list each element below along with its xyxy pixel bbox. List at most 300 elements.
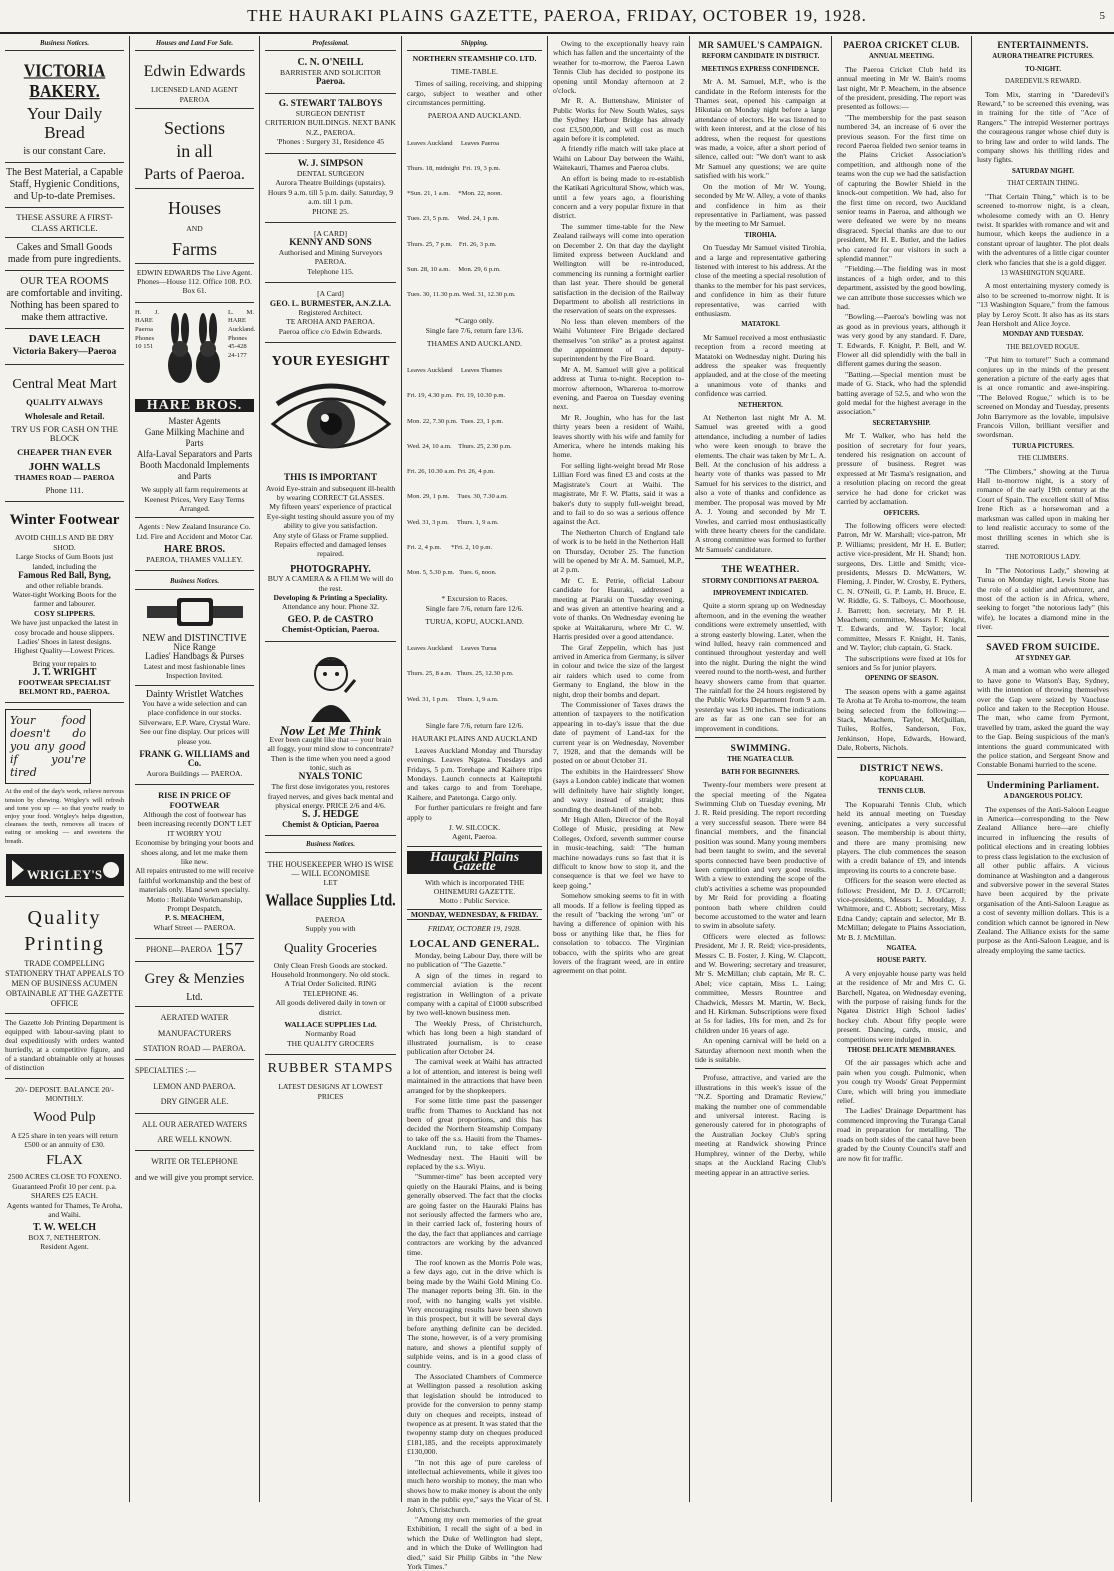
timetable-fare: Single fare 7/6, return fare 13/6.: [425, 325, 524, 335]
timetable-row: Sun. 28, 10 a.m. Mon. 29, 6 p.m.: [407, 265, 501, 273]
ad-line: Aurora Buildings — PAEROA.: [146, 768, 243, 778]
timetable-row: Leaves Auckland Leaves Turua: [407, 645, 497, 653]
ad-proprietor: FRANK G. WILLIAMS and Co.: [139, 748, 250, 769]
article-subtitle: SECRETARYSHIP.: [872, 419, 931, 427]
article-paragraph: A most entertaining mystery comedy is also to be screened to-morrow night. It is "13 Washington Square," from the famous play by Leroy Scott. It also has as its stars Jean Hersholt and Alice Joyce.: [977, 281, 1109, 328]
burmester-card: [265, 285, 396, 343]
ad-line: WRITE OR TELEPHONE: [151, 1157, 238, 1167]
ad-title: Wood Pulp: [33, 1109, 96, 1125]
article-subtitle: MEETINGS EXPRESS CONFIDENCE.: [701, 65, 820, 73]
timetable-row: Leaves Auckland Leaves Paeroa: [407, 139, 500, 147]
ad-body: The Gazette Job Printing Department is equipped with labour-saving plant to deal expeditiously with orders wanted hurriedly, at a competitive figure, and of a standard obtainable only at houses of distinction: [5, 1017, 124, 1072]
article-subtitle: KOPUARAHI.: [879, 776, 924, 784]
gazette-incorporated: With which is incorporated THE OHINEMURI GAZETTE.: [424, 877, 525, 896]
article-paragraph: For selling light-weight bread Mr Rose Lillian Ford was fined £3 and costs at the Magistrate's Court at Waihi. The magistrate, Mr F. W. Platts, said it was a baker's duty to supply full-weight bread, and to fail to do so was a serious offence against the Act.: [553, 460, 684, 527]
article-subtitle: BATH FOR BEGINNERS.: [721, 768, 800, 776]
ad-line: All goods delivered daily in town or district.: [275, 998, 386, 1017]
article-paragraph: The following officers were elected: Patron, Mr W. Marshall; vice-patron, Mr P. Williams; president, Mr H. E. Butler; active vice-president, Mr H. Shand; hon. surgeons, Drs. Little and Smith; vice-presidents, Messrs D. McWatters, W. Fleming, J. Pinder, W. Crosby, E. Pythers, C. N. O'Neill, G. P. Lamb, H. Bruce, E. W. Riddle, G. S. Talboys, C. Moorhouse, J. Barrett; hon. secretary, Mr P. H. Meachem; committee, Messrs F. Knight, T. Edwards, and W. Taylor; local committee, Messrs F. Knight, H. Tanis, and W. Taylor; club captain, G. Stack.: [837, 520, 966, 653]
article-paragraph: The Graf Zeppelin, which has just arrived in America from Germany, is silver in colour and twice the size of the largest air raiders which used to come from Germany to England, the blow in the night, drop their bombs and depart.: [553, 642, 684, 699]
timetable-row: Thurs. 25, 7 p.m. Fri. 26, 3 p.m.: [407, 240, 497, 248]
article-paragraph: "Among my own memories of the great Exhibition, I recall the sight of a bed in which the Duke of Wellington had slept, and in which the Duke of Wellington had died," said Sir Philip Gibbs in "the New York Times.": [407, 1514, 542, 1571]
article-subtitle: AT SYDNEY GAP.: [1015, 654, 1071, 662]
ad-line: Wholesale and Retail.: [24, 410, 105, 421]
ad-line: STATION ROAD — PAEROA.: [143, 1043, 246, 1053]
card-line: Hours 9 a.m. till 5 p.m. daily. Saturday, 9 a.m. till 1 p.m.: [267, 187, 394, 207]
ad-line: LATEST DESIGNS AT LOWEST: [278, 1082, 383, 1092]
ad-line: Resident Agent.: [40, 1242, 89, 1252]
ad-line: THESE ASSURE A FIRST-CLASS ARTICLE.: [16, 212, 113, 233]
ad-line: Gane Milking Machine and Parts: [144, 427, 245, 449]
article-paragraph: Officers were elected as follows: President, Mr J. R. Reid; vice-presidents, Messrs C. B. Foster, J. King, W. Clapcott, and W. Bowering; secretary and treasurer, Mr S. McMillan; club captain, Mr R. C. Abel; vice captain, Miss L. Laing; committee, Messrs Rountree and Chadwick, Messrs M. Martin, W. Beck, and H. Kirkman. Subscriptions were fixed at 5s for ladies, 10s for men, and 2s for children under 16 years of age.: [695, 931, 826, 1035]
ad-line: Farms: [172, 238, 217, 259]
wood-pulp-ad: [5, 1081, 124, 1252]
article-paragraph: A sign of the times in regard to commercial aviation is the recent registration in Wellington of a private company with a capital of £1000 subscribed by two well-known business men.: [407, 970, 542, 1018]
section-header: Business Notices.: [135, 577, 254, 589]
ad-line: You have a wide selection and can place confidence in our stocks.: [142, 698, 247, 718]
article-subtitle: TENNIS CLUB.: [877, 788, 926, 796]
ad-line: Only Clean Fresh Goods are stocked.: [273, 960, 388, 970]
gazette-nameplate: [407, 851, 542, 920]
timetable-row: Fri. 2, 4 p.m. *Fri. 2, 10 p.m.: [407, 543, 492, 551]
ad-title: VICTORIA BAKERY.: [23, 61, 106, 102]
ad-line: NEW and DISTINCTIVE: [142, 632, 247, 644]
ad-proprietor: HARE BROS.: [163, 544, 226, 556]
ad-subtitle: Quality Groceries: [284, 939, 377, 955]
article-subtitle: TURUA PICTURES.: [1012, 442, 1074, 450]
ad-line: The Best Material, a Capable Staff, Hygienic Conditions, and Up-to-date Premises.: [6, 167, 123, 203]
ad-headline: Your food doesn't do you any good if you're tired: [10, 714, 86, 780]
timetable-row: Fri. 19, 4.30 p.m. Fri. 19, 10.30 p.m.: [407, 392, 506, 400]
ad-line: Silverware, E.P. Ware, Crystal Ware.: [138, 717, 251, 727]
ad-title: Quality: [27, 906, 102, 929]
article-paragraph: No less than eleven members of the Waihi Volunteer Fire Brigade declared themselves "on strike" as a protest against the appointment of a deputy-superintendent by the Fire Board.: [553, 316, 684, 364]
timetable-row: Mon. 22, 7.30 p.m. Tues. 23, 1 p.m.: [407, 417, 504, 425]
masthead: [0, 0, 1114, 34]
article-paragraph: Mr T. Walker, who has held the position of secretary for four years, tendered his resignation on account of pressure of business. Regret was expressed at Mr Tasma's resignation, and a resolution placing on record the great service he had done for cricket was carried by acclamation.: [837, 431, 966, 507]
ad-line: Phone 111.: [45, 485, 84, 496]
ad-title: RISE IN PRICE OF FOOTWEAR: [158, 791, 231, 810]
ad-subtitle: PHOTOGRAPHY.: [290, 563, 371, 575]
article-paragraph: The Ladies' Drainage Department has commenced improving the Turanga Canal road in preparation for metalling. The roads on both sides of the canal have been graded by the County Council's staff and are now fit for traffic.: [837, 1106, 966, 1163]
ad-line: ALL OUR AERATED WATERS: [141, 1119, 248, 1129]
article-paragraph: The expenses of the Anti-Saloon League in America—corresponding to the New Zealand Alliance here—are chiefly incurred in influencing the results of political elections and in creating lobbies to press class legislation to the exclusion of all other public affairs. A vicious dominance at Washington and a dangerous and subversive power in the several States have been acquired by the private organisation of the Anti-Saloon League as a cost of seventy million dollars. This is a condition which cannot be ignored in New Zealand. The Alliance exists for the same purpose as the Anti-Saloon League, and is already employing the same tactics.: [977, 804, 1109, 955]
ad-line: LET: [323, 878, 338, 888]
ad-line: QUALITY ALWAYS: [26, 397, 103, 408]
ad-line: Ever been caught like that — your brain all foggy, your mind slow to concentrate? Then is the time when you need a good tonic, such as: [267, 735, 394, 773]
article-paragraph: The season opens with a game against Te Aroha at Te Aroha to-morrow, the team being selected from the following:—Stack, Meachem, Taylor, McQuillan, Tuiles, Rolfes, Sanderson, Fox, Jenkinson, Hope, Edwards, Howard, Dale, Roberts, Nichols.: [837, 686, 966, 753]
ad-line: THE HOUSEKEEPER WHO IS WISE— WILL ECONOMISE: [267, 859, 394, 878]
ad-line: My fifteen years' experience of practical Eye-sight testing should assure you of my ability to give you satisfaction.: [266, 502, 395, 531]
article-paragraph: The carnival week at Waihi has attracted a lot of attention, and interest is being well maintained in the attractions that have been arranged for by the shopkeepers.: [407, 1057, 542, 1095]
ad-line: Houses: [168, 198, 221, 219]
article-subtitle: MATATOKI.: [741, 321, 780, 329]
ad-title: RUBBER STAMPS: [267, 1061, 394, 1077]
ad-line: We have just unpacked the latest in cosy brocade and house slippers. Ladies' Shoes in latest designs. Highest Quality—Lowest Prices.: [11, 618, 118, 656]
ad-proprietor: P. S. MEACHEM,: [165, 913, 224, 923]
gazette-days: MONDAY, WEDNESDAY, & FRIDAY.: [407, 909, 542, 920]
ad-proprietor: JOHN WALLS: [28, 461, 101, 474]
route-note: For further particulars re freight and fare apply to: [407, 803, 542, 822]
article-subtitle: NETHERTON.: [738, 401, 783, 409]
article-paragraph: On Tuesday Mr Samuel visited Tirohia, and a large and representative gathering listened with interest to his address. At the close of the meeting a special resolution of thanks to the member for his past services, and confidence in him as their future representative, was carried with enthusiasm.: [695, 243, 826, 318]
ad-line: The first dose invigorates you, restores frayed nerves, and gives back mental and physical energy. PRICE 2/6 and 4/6.: [267, 782, 394, 810]
ad-line: PRICES: [317, 1091, 344, 1101]
ad-proprietor: WALLACE SUPPLIES Ltd.: [284, 1020, 377, 1029]
card-name: KENNY AND SONS: [289, 237, 372, 248]
ad-line: Household Ironmongery. No old stock.: [271, 969, 390, 979]
ad-title: Winter Footwear: [9, 512, 120, 529]
ad-line: Attendance any hour. Phone 32.: [281, 602, 379, 612]
column-header: Business Notices.: [5, 39, 124, 51]
article-paragraph: The summer time-table for the New Zealand railways will come into operation on December 2. On that day the daylight limited express between Auckland and Wellington will be re-introduced, commencing its running a fortnight earlier than last year. There should be general satisfaction in the decision of the Railway Department to abolish all restrictions in the reservation of seats on the expresses.: [553, 221, 684, 316]
article-subtitle: 13 WASHINGTON SQUARE.: [1000, 269, 1086, 277]
article-paragraph: An opening carnival will be held on a Saturday afternoon next month when the tide is suitable.: [695, 1036, 826, 1065]
timetable-row: Tues. 23, 5 p.m. Wed. 24, 1 p.m.: [407, 215, 500, 223]
rubber-stamps-ad: [265, 1059, 396, 1101]
article-paragraph: "Summer-time" has been accepted very quietly on the Hauraki Plains, and is being generally observed. The fact that the clocks are going faster on the Hauraki Plains has not seriously affected the farmers who are, in their carried lack of, fostering hours of the day, the fact that appliances and carriage contractors are working by the advanced time.: [407, 1172, 542, 1257]
timetable-fare: Single fare 7/6, return fare 12/6.: [425, 603, 524, 613]
ad-line: Booth Macdonald Implements and Parts: [139, 460, 250, 482]
article-paragraph: The Weekly Press, of Christchurch, which has long been a high standard of illustrated journalism, is to cease publication after October 24.: [407, 1018, 542, 1057]
article-subtitle: OPENING OF SEASON.: [864, 675, 939, 683]
timetable-turua: [407, 628, 542, 720]
article-paragraph: Mr A. M. Samuel, M.P., who is the candidate in the Reform interests for the Thames seat, opened his campaign at Hikutaia on Monday night before a large attendance of electors. He was listened to with keen interest, and at the close of his address, when the request for questions was made, a voice, after a short period of silence, called out: "We don't want to ask Mr Samuel any questions; we are quite satisfied with his work.": [695, 77, 826, 181]
card-line: CRITERION BUILDINGS. NEXT BANK N.Z., PAEROA.: [265, 118, 396, 137]
article-subtitle: REFORM CANDIDATE IN DISTRICT.: [701, 53, 820, 61]
ad-line: All repairs entrusted to me will receive faithful workmanship and the best of materials only. Hand sewn specialty.: [135, 866, 254, 895]
quality-printing-ad: [5, 899, 124, 1079]
article-paragraph: At Netherton last night Mr A. M. Samuel was greeted with a good attendance, including a number of ladies who were keen enough to brave the elements. The chair was taken by Mr L. A. Bell. At the conclusion of his address a hearty vote of thanks was passed to Mr Samuel for his services to the district, and also a vote of thanks and confidence as member. The proposal was moved by Mr A. J. Young and seconded by Mr T. Vowles, and carried most enthusiastically with three hearty cheers for the candidate. A strong committee was formed to further Mr Samuels' candidature.: [695, 413, 826, 554]
article-title: SWIMMING.: [730, 743, 791, 755]
card-line: Paeroa.: [315, 76, 346, 87]
article-title: ENTERTAINMENTS.: [997, 40, 1089, 50]
article-paragraph: The subscriptions were fixed at 10s for seniors and 5s for junior players.: [837, 653, 966, 672]
article-paragraph: "The membership for the past season numbered 34, an increase of 6 over the previous season. For the first time on record Paeroa fielded two senior teams in the Plains Cricket Association's competition, and although none of the teams won the cup we had the satisfaction of capturing the Bowler Shield in the knock-out competition. We had, also for the first time on record, two Auckland senior teams in Paeroa, and although we were defeated we were by no means disgraced. Special thanks are due to our president, Mr H. E. Butler, and the ladies who catered for our visitors in such a splendid manner.": [837, 112, 966, 263]
ad-line: SPECIALTIES :—: [135, 1066, 196, 1076]
article-paragraph: On the motion of Mr W. Young, seconded by Mr W. Alley, a vote of thanks and confidence in him as their representative in Parliament, was passed by the meeting to Mr Samuel.: [695, 181, 826, 229]
article-paragraph: Profuse, attractive, and varied are the illustrations in this week's issue of the "N.Z. Sporting and Dramatic Review," making the number one of commendable and universal interest. Racing is generously catered for in photographs of the Australian Jockey Club's spring meeting at Randwick showing Prince Humphrey, winner of the Derby, while snaps at the Auckland Racing Club's meeting appear in an attractive series.: [695, 1073, 826, 1177]
ad-line: AND: [186, 224, 203, 234]
ad-line: LEMON AND PAEROA.: [153, 1081, 236, 1091]
wrigleys-ad: [5, 705, 124, 896]
ad-line: PAEROA: [179, 94, 210, 104]
ad-line: Dainty Wristlet Watches: [145, 688, 244, 700]
hare-left-contact: H. J. HARE Paeroa Phones 10 151: [135, 308, 159, 351]
article-paragraph: "The Climbers," showing at the Turua Hall to-morrow night, is a story of romance of the early 19th century at the Court of Spain. The excellent skill of Miss Irene Rich as a horsewoman and a marksman was called upon in making her to lend realistic accuracy to some of the most thrilling scenes in which she is starred.: [977, 466, 1109, 551]
article-subtitle: IMPROVEMENT INDICATED.: [713, 589, 808, 597]
ad-line: SHARES £25 EACH.: [31, 1191, 98, 1201]
article-paragraph: The Associated Chambers of Commerce at Wellington passed a resolution asking that legislation should be introduced to provide for the conversion to penny stamp duty on cheques and receipts, instead of twopence as at present. It was stated that the twopenny stamp duty on cheques produced £181,185, and the receipts approximately £130,000.: [407, 1371, 542, 1457]
column-2-houses-and-land: [130, 36, 260, 1502]
ad-line: CHEAPER THAN EVER: [17, 446, 112, 457]
page-number: 5: [1099, 10, 1106, 22]
article-paragraph: A man and a woman who were alleged to have gone to Watson's Bay, Sydney, with the intention of throwing themselves over the Gap were seized by Vaucluse police and taken to the Reception House. The man, who came from Pyrmont, travelled by tram, asked the guard the way to the Gap. Being suspicious of the man's intentions the guard communicated with the police station, and Sergeant Snow and Constable Bonami hurried to the scene.: [977, 666, 1109, 770]
ad-line: Sections: [164, 118, 225, 139]
card-line: TE AROHA AND PAEROA.: [286, 317, 375, 327]
article-title: Undermining Parliament.: [986, 779, 1100, 791]
meachem-footwear-ad: [135, 787, 254, 939]
article-subtitle: OFFICERS.: [883, 509, 920, 517]
ad-line: Chemist & Optician, Paeroa: [282, 819, 379, 829]
article-paragraph: "Batting.—Special mention must be made of G. Stack, who had the splendid batting average of 52.5, and who won the gold medal for the highest average in the association.": [837, 369, 966, 417]
ad-line: DRY GINGER ALE.: [160, 1097, 229, 1107]
hare-rabbits-art: [162, 309, 226, 395]
ad-line: Ltd.: [186, 991, 203, 1003]
ad-subtitle: NYALS TONIC: [298, 771, 363, 782]
article-subtitle: HOUSE PARTY.: [876, 957, 927, 965]
article-subtitle: THE NGATEA CLUB.: [727, 756, 794, 764]
ad-line: ARE WELL KNOWN.: [157, 1134, 232, 1144]
article-subtitle: SATURDAY NIGHT.: [1012, 167, 1074, 175]
article-paragraph: A very enjoyable house party was held at the residence of Mr and Mrs C. G. Barchell, Ngatea, on Wednesday evening, with the purpose of raising funds for the Ngatea District High School ladies' hockey club. About fifty people were present. Dancing, cards, music, and competitions were indulged in.: [837, 968, 966, 1044]
gazette-title: Hauraki Plains Gazette: [407, 851, 542, 874]
card-line: Aurora Theatre Buildings (upstairs).: [275, 178, 386, 188]
ad-line: See our fine display. Our prices will please you.: [139, 727, 250, 746]
ad-title: Central Meat Mart: [12, 377, 117, 393]
ad-line: Economise by bringing your boots and shoes along, and let me make them like new.: [135, 838, 254, 867]
article-paragraph: The roof known as the Morris Pole was, a few days ago, cut in the drive which is being made by the Waihi Gold Mining Co. The manager reports being 3ft. 6in. in the roof, with no hanging walls yet visible. Very encouraging results have been shown in this prospect, but it will be several days before anything definite can be decided. The stone, however, is of a very promising nature, and shows a plentiful supply of sulphide veins, and is in a good class of country.: [407, 1258, 542, 1371]
ad-proprietor: GEO. P. de CASTRO: [287, 614, 374, 625]
ad-line: are comfortable and inviting. Nothing has been spared to make them attractive.: [6, 288, 123, 324]
ad-line: Normanby Road: [305, 1029, 356, 1039]
ad-proprietor: J. T. WRIGHT: [32, 667, 97, 679]
timetable-paeroa-auckland: [407, 123, 542, 316]
article-subtitle: THAT CERTAIN THING.: [1007, 180, 1079, 188]
ad-line: PAEROA: [315, 914, 346, 924]
article-subtitle: DAREDEVIL'S REWARD.: [1005, 78, 1081, 86]
ad-line: TRADE COMPELLING STATIONERY THAT APPEALS TO MEN OF BUSINESS ACUMEN OBTAINABLE AT THE GAZETTE OFFICE: [5, 958, 124, 1008]
ad-proprietor: DAVE LEACH: [28, 333, 101, 346]
column-8-entertainments: [972, 36, 1114, 1502]
ad-line: Developing & Printing a Speciality.: [273, 593, 388, 603]
article-paragraph: The Commissioner of Taxes draws the attention of taxpayers to the notification appearing in to-day's issue that the due date of payment of Land-tax for the current year is on Wednesday, November 7, 1928, and that the demands will be posted on or about October 31.: [553, 700, 684, 766]
shipping-agent: J. W. SILCOCK.: [448, 822, 501, 832]
article-title: PAEROA CRICKET CLUB.: [843, 40, 960, 50]
ad-line: BUY A CAMERA & A FILM We will do the rest.: [267, 574, 394, 593]
timetable-row: Tues. 30, 11.30 p.m. Wed. 31, 12.30 p.m.: [407, 290, 516, 298]
hare-right-contact: L. M. HARE Auckland. Phones 45-428 24-177: [228, 308, 256, 359]
article-subtitle: MONDAY AND TUESDAY.: [1002, 331, 1084, 339]
article-paragraph: "That Certain Thing," which is to be screened to-morrow night, is a clean, wholesome comedy with an O. Henry twist. It sparkles with romance and wit and humour, which keeps the audience in a constant uproar of laughter. The plot deals with the adventures of a little cigar counter clerk who fancies that she is a gold digger.: [977, 191, 1109, 267]
article-paragraph: Officers for the season were elected as follows: President, Mr D. J. O'Carroll; vice-presidents, Messrs L. Moulday, J. Whitmore, and C. Abbott; secretary, Miss Edna Candy; captain and selector, Mr B. McMillan; delegate to Plains Association, Mr B. J. McMillan.: [837, 876, 966, 942]
article-subtitle: STORMY CONDITIONS AT PAEROA.: [702, 577, 819, 585]
ad-line: Any style of Glass or Frame supplied.: [272, 530, 389, 540]
card-label: [A CARD]: [313, 229, 348, 239]
edwin-edwards-ad: [135, 54, 254, 302]
ad-line: Wharf Street — PAEROA.: [153, 922, 236, 932]
card-line: Paeroa office c/o Edwin Edwards.: [278, 326, 383, 336]
ad-line: LICENSED LAND AGENT: [151, 85, 238, 95]
ad-body: At the end of the day's work, relieve nervous tension by chewing. Wrigley's will refresh and tone you up — so that you're ready to enjoy your food. Wrigley's helps digestion, cleanses the teeth, removes all traces of eating or smoking — and sweetens the breath.: [5, 788, 124, 845]
article-paragraph: In "The Notorious Lady," showing at Turua on Monday night, Lewis Stone has the role of a soldier and adventurer, and most of the action is in Africa, where, seeking to forget "the notorious lady" (his wife), he locates a diamond mine in the river.: [977, 565, 1109, 632]
ad-proprietor: T. W. WELCH: [33, 1222, 96, 1234]
ad-title: Printing: [24, 932, 105, 955]
ad-title: FLAX: [46, 1153, 83, 1169]
ad-title: YOUR EYESIGHT: [271, 354, 390, 370]
central-meat-mart-ad: [5, 367, 124, 502]
article-title: DISTRICT NEWS.: [859, 762, 944, 774]
timetable-title: TIME-TABLE.: [451, 66, 498, 76]
ad-line: and we will give you prompt service.: [135, 1172, 254, 1182]
article-subtitle: A DANGEROUS POLICY.: [1003, 793, 1083, 801]
timetable-row: Wed. 31, 3 p.m. Thurs. 1, 9 a.m.: [407, 518, 499, 526]
page-columns: [0, 36, 1114, 1571]
shipping-company: NORTHERN STEAMSHIP CO. LTD.: [412, 54, 537, 64]
ad-line: Famous Red Ball, Byng,: [18, 570, 111, 581]
williams-jewellers-ad: [135, 573, 254, 785]
ad-line: COSY SLIPPERS.: [34, 608, 95, 618]
ad-line: THE QUALITY GROCERS: [286, 1038, 375, 1048]
article-subtitle: THOSE DELICATE MEMBRANES.: [847, 1047, 956, 1055]
card-line: 'Phones : Surgery 31, Residence 45: [276, 137, 385, 147]
ad-line: AVOID CHILLS AND BE DRY SHOD.: [14, 533, 114, 552]
timetable-row: Thurs. 18, midnight Fri. 19, 3 p.m.: [407, 164, 501, 172]
card-line: PHONE 25.: [312, 206, 349, 216]
timetable-row: Fri. 26, 10.30 a.m. Fri. 26, 4 p.m.: [407, 468, 495, 476]
article-paragraph: Twenty-four members were present at the special meeting of the Ngatea Swimming Club on Tuesday evening, Mr J. R. Reid presiding. The report recording a very successful season. There were 84 financial members, and the financial position was sound. Many young members had been taught to swim, and the several sports connected have been productive of keen competition and very good results. With a view to extending the scope of the club's activities a scheme was propounded by Mr Reid for providing a floating pontoon bath where children could become accustomed to the water and learn to swim in absolute safety.: [695, 780, 826, 931]
article-paragraph: Mr A. M. Samuel will give a political address at Turua to-night. Reception to-morrow afternoon, Whareroa to-morrow evening, and Paeroa on Tuesday evening next.: [553, 364, 684, 412]
ad-line: Master Agents: [168, 416, 221, 427]
card-name: C. N. O'NEILL: [297, 57, 364, 69]
article-paragraph: Mr R. A. Buttenshaw, Minister of Public Works for New South Wales, says the Sydney Harbour Bridge has already cost £3,500,000, and will cost as much again before it is completed.: [553, 96, 684, 144]
ad-line: Nice Range: [173, 641, 216, 652]
article-paragraph: The Kopuarahi Tennis Club, which held its annual meeting on Tuesday evening, anticipates a very successful season. The membership is about thirty, and there are many promising new players. The club commences the season with a credit balance of £9, and intends improving its courts to a concrete base.: [837, 799, 966, 875]
hare-bros-ad: [135, 305, 254, 571]
ad-line: Although the cost of footwear has been increasing recently DON'T LET IT WORRY YOU: [137, 810, 252, 838]
article-subtitle: THE NOTORIOUS LADY.: [1005, 554, 1081, 562]
ad-line: Latest and most fashionable lines Inspection Invited.: [143, 661, 246, 681]
article-paragraph: The Paeroa Cricket Club held its annual meeting in Mr W. Bain's rooms last night, Mr P. Meachem, in the absence of the president, presiding. The report was presented as follows:—: [837, 64, 966, 112]
ad-line: Alfa-Laval Separators and Parts: [136, 449, 253, 460]
ad-line: in all: [176, 141, 213, 162]
ad-title: Now Let Me Think: [279, 722, 382, 738]
section-header: Business Notices.: [265, 840, 396, 852]
ad-line: We supply all farm requirements at Keenest Prices, Very Easy Terms Arranged.: [141, 485, 248, 514]
ad-line: Ladies' Handbags & Purses: [145, 651, 244, 662]
article-subtitle: ANNUAL MEETING.: [869, 53, 934, 61]
kenny-card: [265, 225, 396, 283]
phone-label: PHONE—PAEROA: [146, 945, 212, 955]
column-header: Houses and Land For Sale.: [135, 39, 254, 51]
article-subtitle: NGATEA.: [886, 944, 917, 952]
article-paragraph: Somehow smoking seems to fit in with all moods. If a fellow is feeling tipped as the result of "backing the wrong 'un" or having a difference of opinion with his boss or anything like that, he flies for consolation to tobacco. The Virginian tobacco, with the spirits who are great lovers of the fragrant weed, are in entire agreement on that point.: [553, 891, 684, 976]
card-name: W. J. SIMPSON: [297, 158, 364, 169]
ad-line: PAEROA, THAMES VALLEY.: [146, 554, 243, 564]
ad-line: AERATED WATER: [160, 1013, 229, 1023]
ad-line: Large Stocks of Gum Boots just landed, including the: [15, 552, 114, 571]
article-paragraph: "Put him to torture!" Such a command conjures up in the minds of the present generation a picture of the early ages that is at once romantic and awe-inspiring. "The Beloved Rogue," which is to be screened on Monday and Tuesday, presents John Barrymore as the lovable, impulsive Francois Villon, brilliant versifier and swordsman.: [977, 355, 1109, 440]
article-title: SAVED FROM SUICIDE.: [986, 641, 1100, 653]
timetable-note: * Excursion to Races.: [441, 594, 508, 604]
timetable-row: Wed. 31, 1 p.m. Thurs. 1, 9 a.m.: [407, 695, 499, 703]
ad-line: Agents : New Zealand Insurance Co. Ltd. Fire and Accident and Motor Car.: [136, 522, 253, 541]
article-paragraph: A friendly rifle match will take place at Waihi on Labour Day between the Waihi, Waitekauri, Thames and Paeroa clubs.: [553, 144, 684, 173]
article-paragraph: "In not this age of pure careless of intellectual achievements, while it gives too much hero worship to money, the man who shows how to make money is about the only man in the public eye," says the Vicar of St. John's, Christchurch.: [407, 1457, 542, 1514]
wristwatch-art: [135, 594, 254, 630]
card-name: GEO. L. BURMESTER, A.N.Z.I.A.: [269, 298, 392, 308]
nyals-tonic-ad: [265, 644, 396, 836]
timetable-thames-auckland: [407, 350, 542, 594]
card-line: BARRISTER AND SOLICITOR: [279, 67, 382, 77]
article-title: MR SAMUEL'S CAMPAIGN.: [698, 40, 823, 50]
victoria-bakery-ad: [5, 54, 124, 365]
simpson-card: [265, 156, 396, 223]
article-paragraph: "Fielding.—The fielding was in most instances of a high order, and to this department, assisted by the good bowling, we can attribute those successes which we had.: [837, 264, 966, 311]
article-paragraph: Tom Mix, starring in "Daredevil's Reward," to be screened this evening, was in training for the title of "Ace of Rangers." The intrepid Westerner portrays the courageous ranger whose chief duty is to bring law and order to wild lands. The company shows his thrilling rides and lusty fights.: [977, 89, 1109, 165]
article-paragraph: For some little time past the passenger traffic from Thames to Auckland has not been of great proportions, and this has decided the Northern Steamship Company to take off the s.s. Hauiti from the Thames-Auckland run, to take effect from Wednesday next. The Hauiti will be replaced by the s.s. Wiyu.: [407, 1096, 542, 1171]
ad-title: Wallace Supplies Ltd.: [265, 892, 396, 911]
grey-menzies-ad: [135, 941, 254, 1182]
column-3-professional: [260, 36, 402, 1502]
talboys-card: [265, 96, 396, 154]
article-paragraph: Mr C. E. Petrie, official Labour candidate for Hauraki, addressed a meeting at Piaraki on Tuesday evening, and was given an attentive hearing and a vote of thanks. On Wednesday evening he spoke at Waitakaruru, where Mr C. W. Harris presided over a good attendance.: [553, 575, 684, 642]
article-paragraph: Quite a storm sprang up on Wednesday afternoon, and in the evening the weather conditions were extremely unsettled, with a strong easterly blowing. Later, when the wind lulled, heavy rain commenced and continued throughout yesterday and well into the night. During the night the wind veered round to the north-west, and further heavy showers came from that quarter. The rainfall for the 24 hours registered by the Public Works Department from 9 a.m. yesterday was 1.90 inches. The indications are as far as one can see for an improvement in conditions.: [695, 601, 826, 733]
masthead-title: THE HAURAKI PLAINS GAZETTE, PAEROA, FRIDAY, OCTOBER 19, 1928.: [247, 6, 867, 25]
phone-number: 157: [215, 939, 243, 960]
card-line: DENTAL SURGEON: [296, 169, 365, 179]
card-line: Telephone 115.: [307, 266, 354, 276]
column-5-local-news: [548, 36, 690, 1502]
ad-line: is our constant Care.: [23, 146, 106, 158]
oneill-card: [265, 54, 396, 93]
eye-art: [265, 374, 396, 470]
article-paragraph: Mr R. Joughin, who has for the last thirty years been a resident of Waihi, leaves shortly with his wife and family for America, where he intends making his home.: [553, 412, 684, 460]
ad-proprietor: S. J. HEDGE: [302, 809, 359, 821]
ad-subtitle: Your Daily Bread: [26, 104, 103, 143]
thinking-man-art: [265, 652, 396, 722]
ad-line: Agents wanted for Thames, Te Aroha, and Waihi.: [6, 1200, 123, 1220]
ad-line: 20/- DEPOSIT. BALANCE 20/- MONTHLY.: [15, 1084, 114, 1104]
article-title: THE WEATHER.: [721, 564, 800, 576]
ad-line: Victoria Bakery—Paeroa: [12, 346, 117, 358]
ad-line: Parts of Paeroa.: [144, 166, 245, 184]
column-header: Shipping.: [407, 39, 542, 51]
route-title: THAMES AND AUCKLAND.: [426, 339, 523, 348]
card-name: G. STEWART TALBOYS: [278, 98, 383, 109]
article-subtitle: TO-NIGHT.: [1025, 65, 1061, 73]
route-title: PAEROA AND AUCKLAND.: [427, 111, 522, 121]
shipping-agent-title: Agent, Paeroa.: [452, 832, 497, 842]
wallace-supplies-ad: [265, 856, 396, 1056]
timetable-row: Mon. 5, 5.30 p.m. Tues. 6, noon.: [407, 568, 497, 576]
timetable-row: Mon. 29, 1 p.m. Tues. 30, 7.30 a.m.: [407, 493, 508, 501]
ad-line: BOX 7, NETHERTON.: [28, 1232, 101, 1242]
ad-line: FOOTWEAR SPECIALIST BELMONT RD., PAEROA.: [18, 677, 111, 696]
route-title: TURUA, KOPU, AUCKLAND.: [425, 617, 524, 626]
winter-footwear-ad: [5, 504, 124, 703]
card-line: Authorised and Mining Surveyors PAEROA.: [278, 247, 383, 267]
ad-headline-box: [5, 709, 91, 784]
article-paragraph: The exhibits in the Hairdressers' Show (says a London cable) indicate that women will definitely have hair slightly longer, and wavy instead of straight; thus sounding the death-knell of the bob.: [553, 766, 684, 814]
ad-line: 2500 ACRES CLOSE TO FOXENO.: [7, 1172, 122, 1182]
article-subtitle: AURORA THEATRE PICTURES.: [992, 53, 1094, 61]
dateline: FRIDAY, OCTOBER 19, 1928.: [427, 924, 522, 934]
column-header: Professional.: [265, 39, 396, 51]
article-paragraph: Owing to the exceptionally heavy rain which has fallen and the uncertainty of the weather for to-morrow, the Paeroa Lawn Tennis Club has decided to postpone its opening until Monday afternoon at 2 o'clock.: [553, 39, 684, 96]
article-paragraph: Of the air passages which ache and pain when you cough. Pulmonic, when you cough try Woods' Great Peppermint Cure, which will bring you immediate relief.: [837, 1058, 966, 1106]
column-4-shipping-and-local: [402, 36, 548, 1571]
article-paragraph: Mr Samuel received a most enthusiastic reception from a record meeting at Matatoki on Wednesday night. During his address the speaker was frequently applauded, and at the close of the meeting a unanimous vote of thanks and confidence was carried.: [695, 332, 826, 399]
section-title: LOCAL AND GENERAL.: [409, 937, 540, 950]
ad-line: Avoid Eye-strain and subsequent ill-health by wearing CORRECT GLASSES.: [265, 483, 396, 502]
hare-bros-logo: HARE BROS.: [135, 399, 254, 412]
ad-line: Guaranteed Profit 10 per cent. p.a.: [12, 1181, 117, 1191]
timetable-row: Thurs. 25, 8 a.m. Thurs. 25, 12.30 p.m.: [407, 670, 514, 678]
route-title: HAURAKI PLAINS AND AUCKLAND: [411, 734, 538, 744]
article-paragraph: Monday, being Labour Day, there will be no publication of "The Gazette.": [407, 951, 542, 970]
ad-line: and other reliable brands.: [25, 580, 104, 590]
article-paragraph: An effort is being made to re-establish the Katikati Agricultural Show, which was, until a few years ago, a flourishing concern and a very popular fixture in that district.: [553, 173, 684, 221]
